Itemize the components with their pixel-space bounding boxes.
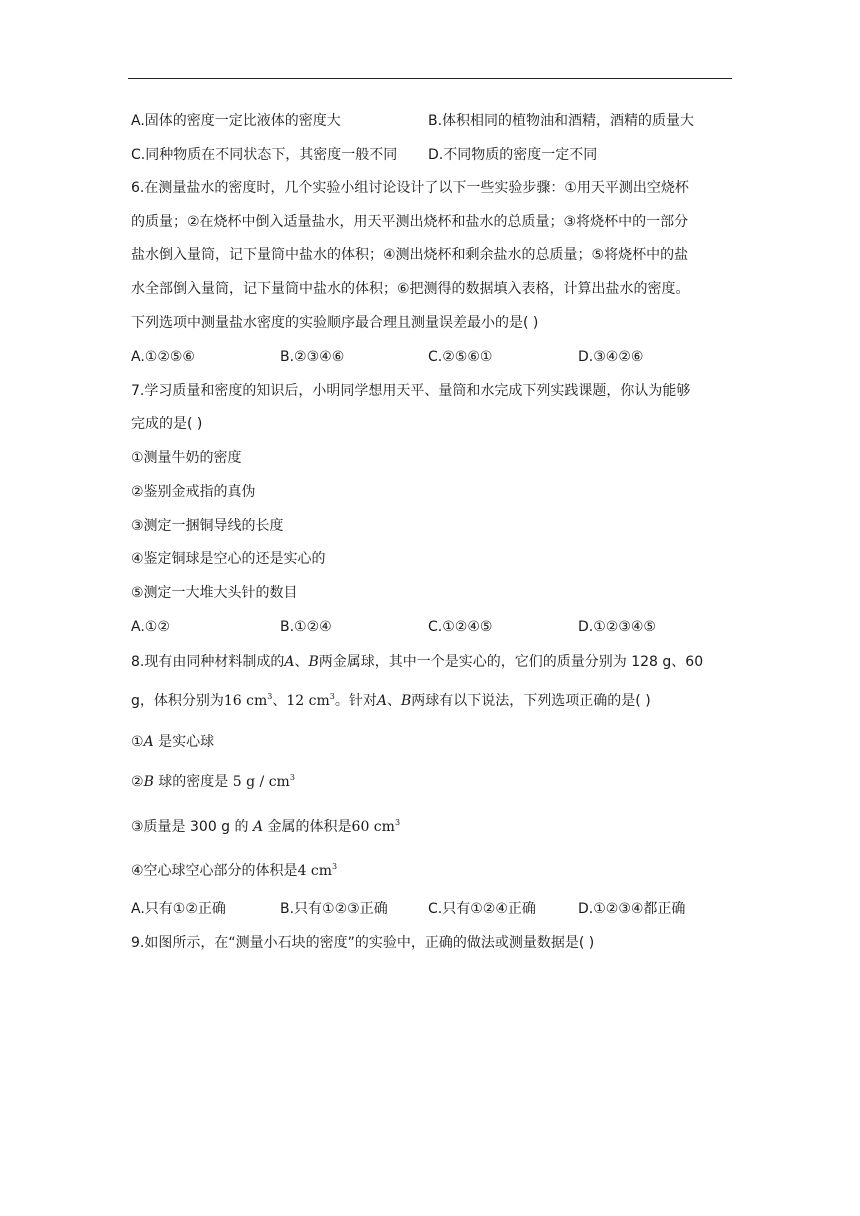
q8-line-2: g，体积分别为16 $cm^3$、12 $cm^3$。针对A、B两球有以下说法，下列选项正确的是( )	[131, 692, 651, 709]
q6-option-d: D.③④②⑥	[578, 349, 644, 365]
q7-item-2: ②鉴别金戒指的真伪	[131, 484, 256, 500]
q7-option-c: C.①②④⑤	[428, 619, 493, 635]
q8-statement-4: ④空心球空心部分的体积是4 $cm^3$	[131, 862, 338, 879]
q6-line-1: 6.在测量盐水的密度时，几个实验小组讨论设计了以下一些实验步骤：①用天平测出空烧杯	[131, 180, 689, 196]
q9-line-1: 9.如图所示，在“测量小石块的密度”的实验中，正确的做法或测量数据是( )	[131, 935, 595, 951]
header-rule	[128, 78, 732, 79]
q6-line-3: 盐水倒入量筒，记下量筒中盐水的体积；④测出烧杯和剩余盐水的总质量；⑤将烧杯中的盐	[131, 247, 689, 263]
q6-option-c: C.②⑤⑥①	[428, 349, 493, 365]
q8-statement-3: ③质量是 300 g 的 A 金属的体积是60 $cm^3$	[131, 818, 401, 835]
q6-line-2: 的质量；②在烧杯中倒入适量盐水，用天平测出烧杯和盐水的总质量；③将烧杯中的一部分	[131, 214, 689, 230]
q7-item-1: ①测量牛奶的密度	[131, 450, 242, 466]
q7-option-b: B.①②④	[280, 619, 332, 635]
q8-option-c: C.只有①②④正确	[428, 901, 536, 917]
q7-item-3: ③测定一捆铜导线的长度	[131, 518, 284, 534]
q5-option-d: D.不同物质的密度一定不同	[428, 147, 598, 163]
q7-line-2: 完成的是( )	[131, 416, 203, 432]
q5-option-c: C.同种物质在不同状态下，其密度一般不同	[131, 147, 398, 163]
q7-line-1: 7.学习质量和密度的知识后，小明同学想用天平、量筒和水完成下列实践课题，你认为能够	[131, 383, 691, 399]
q8-option-b: B.只有①②③正确	[280, 901, 388, 917]
q8-option-d: D.①②③④都正确	[578, 901, 686, 917]
q8-statement-1: ①A 是实心球	[131, 734, 215, 750]
q7-option-d: D.①②③④⑤	[578, 619, 656, 635]
q7-item-4: ④鉴定铜球是空心的还是实心的	[131, 551, 326, 567]
q7-option-a: A.①②	[131, 619, 170, 635]
q8-option-a: A.只有①②正确	[131, 901, 226, 917]
q6-line-5: 下列选项中测量盐水密度的实验顺序最合理且测量误差最小的是( )	[131, 315, 539, 331]
q8-statement-2: ②B 球的密度是 5 g / $cm^3$	[131, 773, 295, 790]
q6-option-a: A.①②⑤⑥	[131, 349, 195, 365]
q6-line-4: 水全部倒入量筒，记下量筒中盐水的体积；⑥把测得的数据填入表格，计算出盐水的密度。	[131, 281, 690, 297]
q8-line-1: 8.现有由同种材料制成的A、B两金属球，其中一个是实心的，它们的质量分别为 128 g、60	[131, 654, 704, 670]
q7-item-5: ⑤测定一大堆大头针的数目	[131, 585, 298, 601]
q5-option-b: B.体积相同的植物油和酒精，酒精的质量大	[428, 113, 695, 129]
q6-option-b: B.②③④⑥	[280, 349, 345, 365]
q5-option-a: A.固体的密度一定比液体的密度大	[131, 113, 341, 129]
